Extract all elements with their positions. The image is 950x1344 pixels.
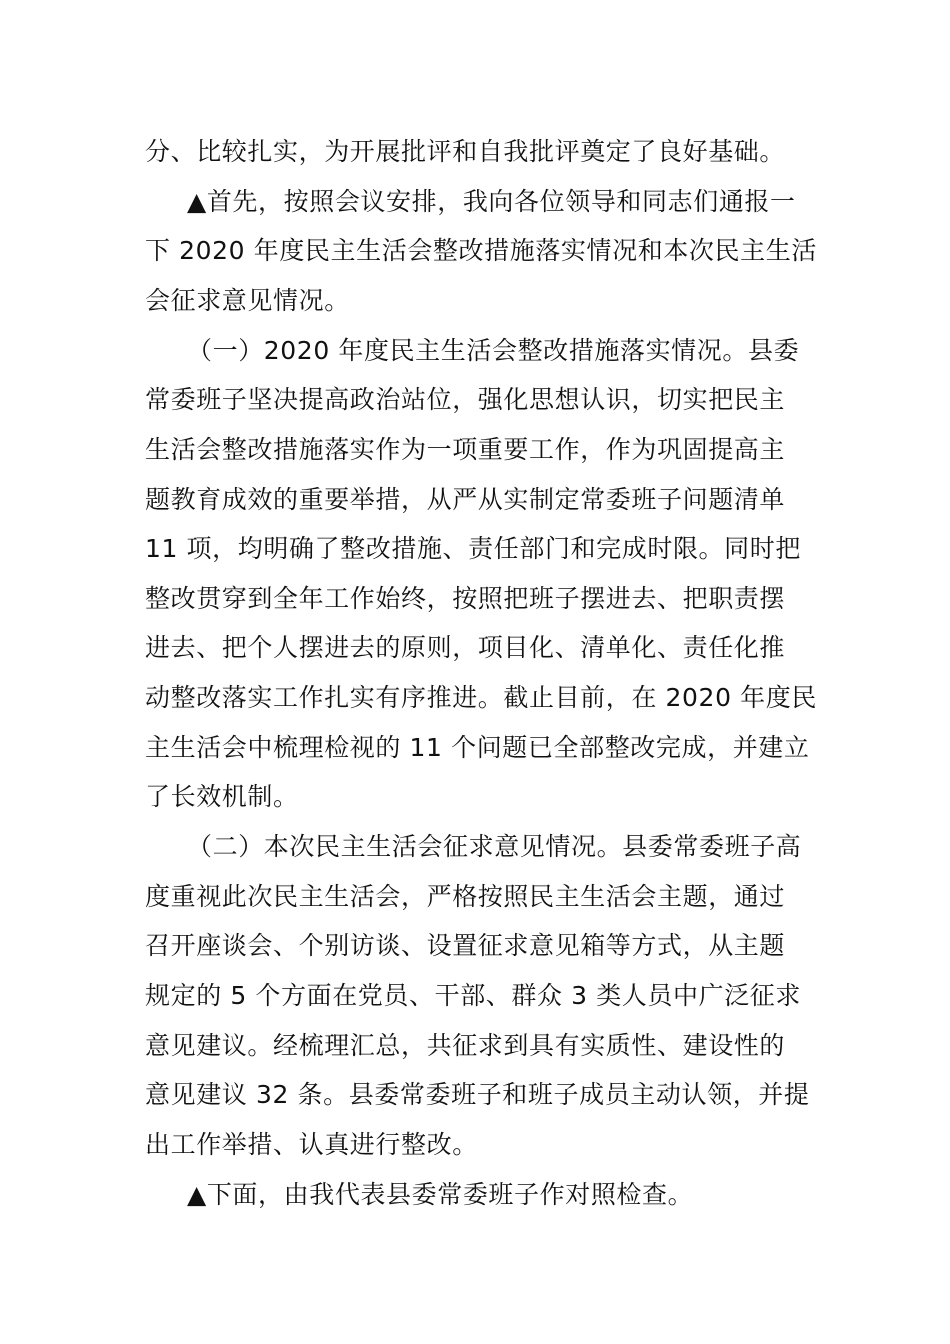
- text-line: 下 2020 年度民主生活会整改措施落实情况和本次民主生活: [145, 236, 817, 265]
- text-line: ▲下面，由我代表县委常委班子作对照检查。: [187, 1180, 694, 1209]
- text-line: 动整改落实工作扎实有序推进。截止目前，在 2020 年度民: [145, 683, 817, 712]
- text-line: 了长效机制。: [145, 782, 299, 811]
- text-line: 召开座谈会、个别访谈、设置征求意见箱等方式，从主题: [145, 931, 786, 960]
- text-line: 整改贯穿到全年工作始终，按照把班子摆进去、把职责摆: [145, 584, 786, 613]
- text-line: （二）本次民主生活会征求意见情况。县委常委班子高: [187, 832, 802, 861]
- text-line: ▲首先，按照会议安排，我向各位领导和同志们通报一: [187, 187, 796, 216]
- text-line: 出工作举措、认真进行整改。: [145, 1130, 478, 1159]
- text-line: 分、比较扎实，为开展批评和自我批评奠定了良好基础。: [145, 137, 786, 166]
- text-line: 会征求意见情况。: [145, 286, 350, 315]
- text-line: 主生活会中梳理检视的 11 个问题已全部整改完成，并建立: [145, 733, 810, 762]
- text-line: 进去、把个人摆进去的原则，项目化、清单化、责任化推: [145, 633, 786, 662]
- text-line: 题教育成效的重要举措，从严从实制定常委班子问题清单: [145, 485, 786, 514]
- text-line: 意见建议 32 条。县委常委班子和班子成员主动认领，并提: [145, 1080, 810, 1109]
- text-line: 规定的 5 个方面在党员、干部、群众 3 类人员中广泛征求: [145, 981, 802, 1010]
- text-line: 11 项，均明确了整改措施、责任部门和完成时限。同时把: [145, 534, 801, 563]
- text-line: 度重视此次民主生活会，严格按照民主生活会主题，通过: [145, 882, 786, 911]
- text-line: 常委班子坚决提高政治站位，强化思想认识，切实把民主: [145, 385, 786, 414]
- text-line: （一）2020 年度民主生活会整改措施落实情况。县委: [187, 336, 800, 365]
- text-line: 生活会整改措施落实作为一项重要工作，作为巩固提高主: [145, 435, 786, 464]
- text-line: 意见建议。经梳理汇总，共征求到具有实质性、建设性的: [145, 1031, 786, 1060]
